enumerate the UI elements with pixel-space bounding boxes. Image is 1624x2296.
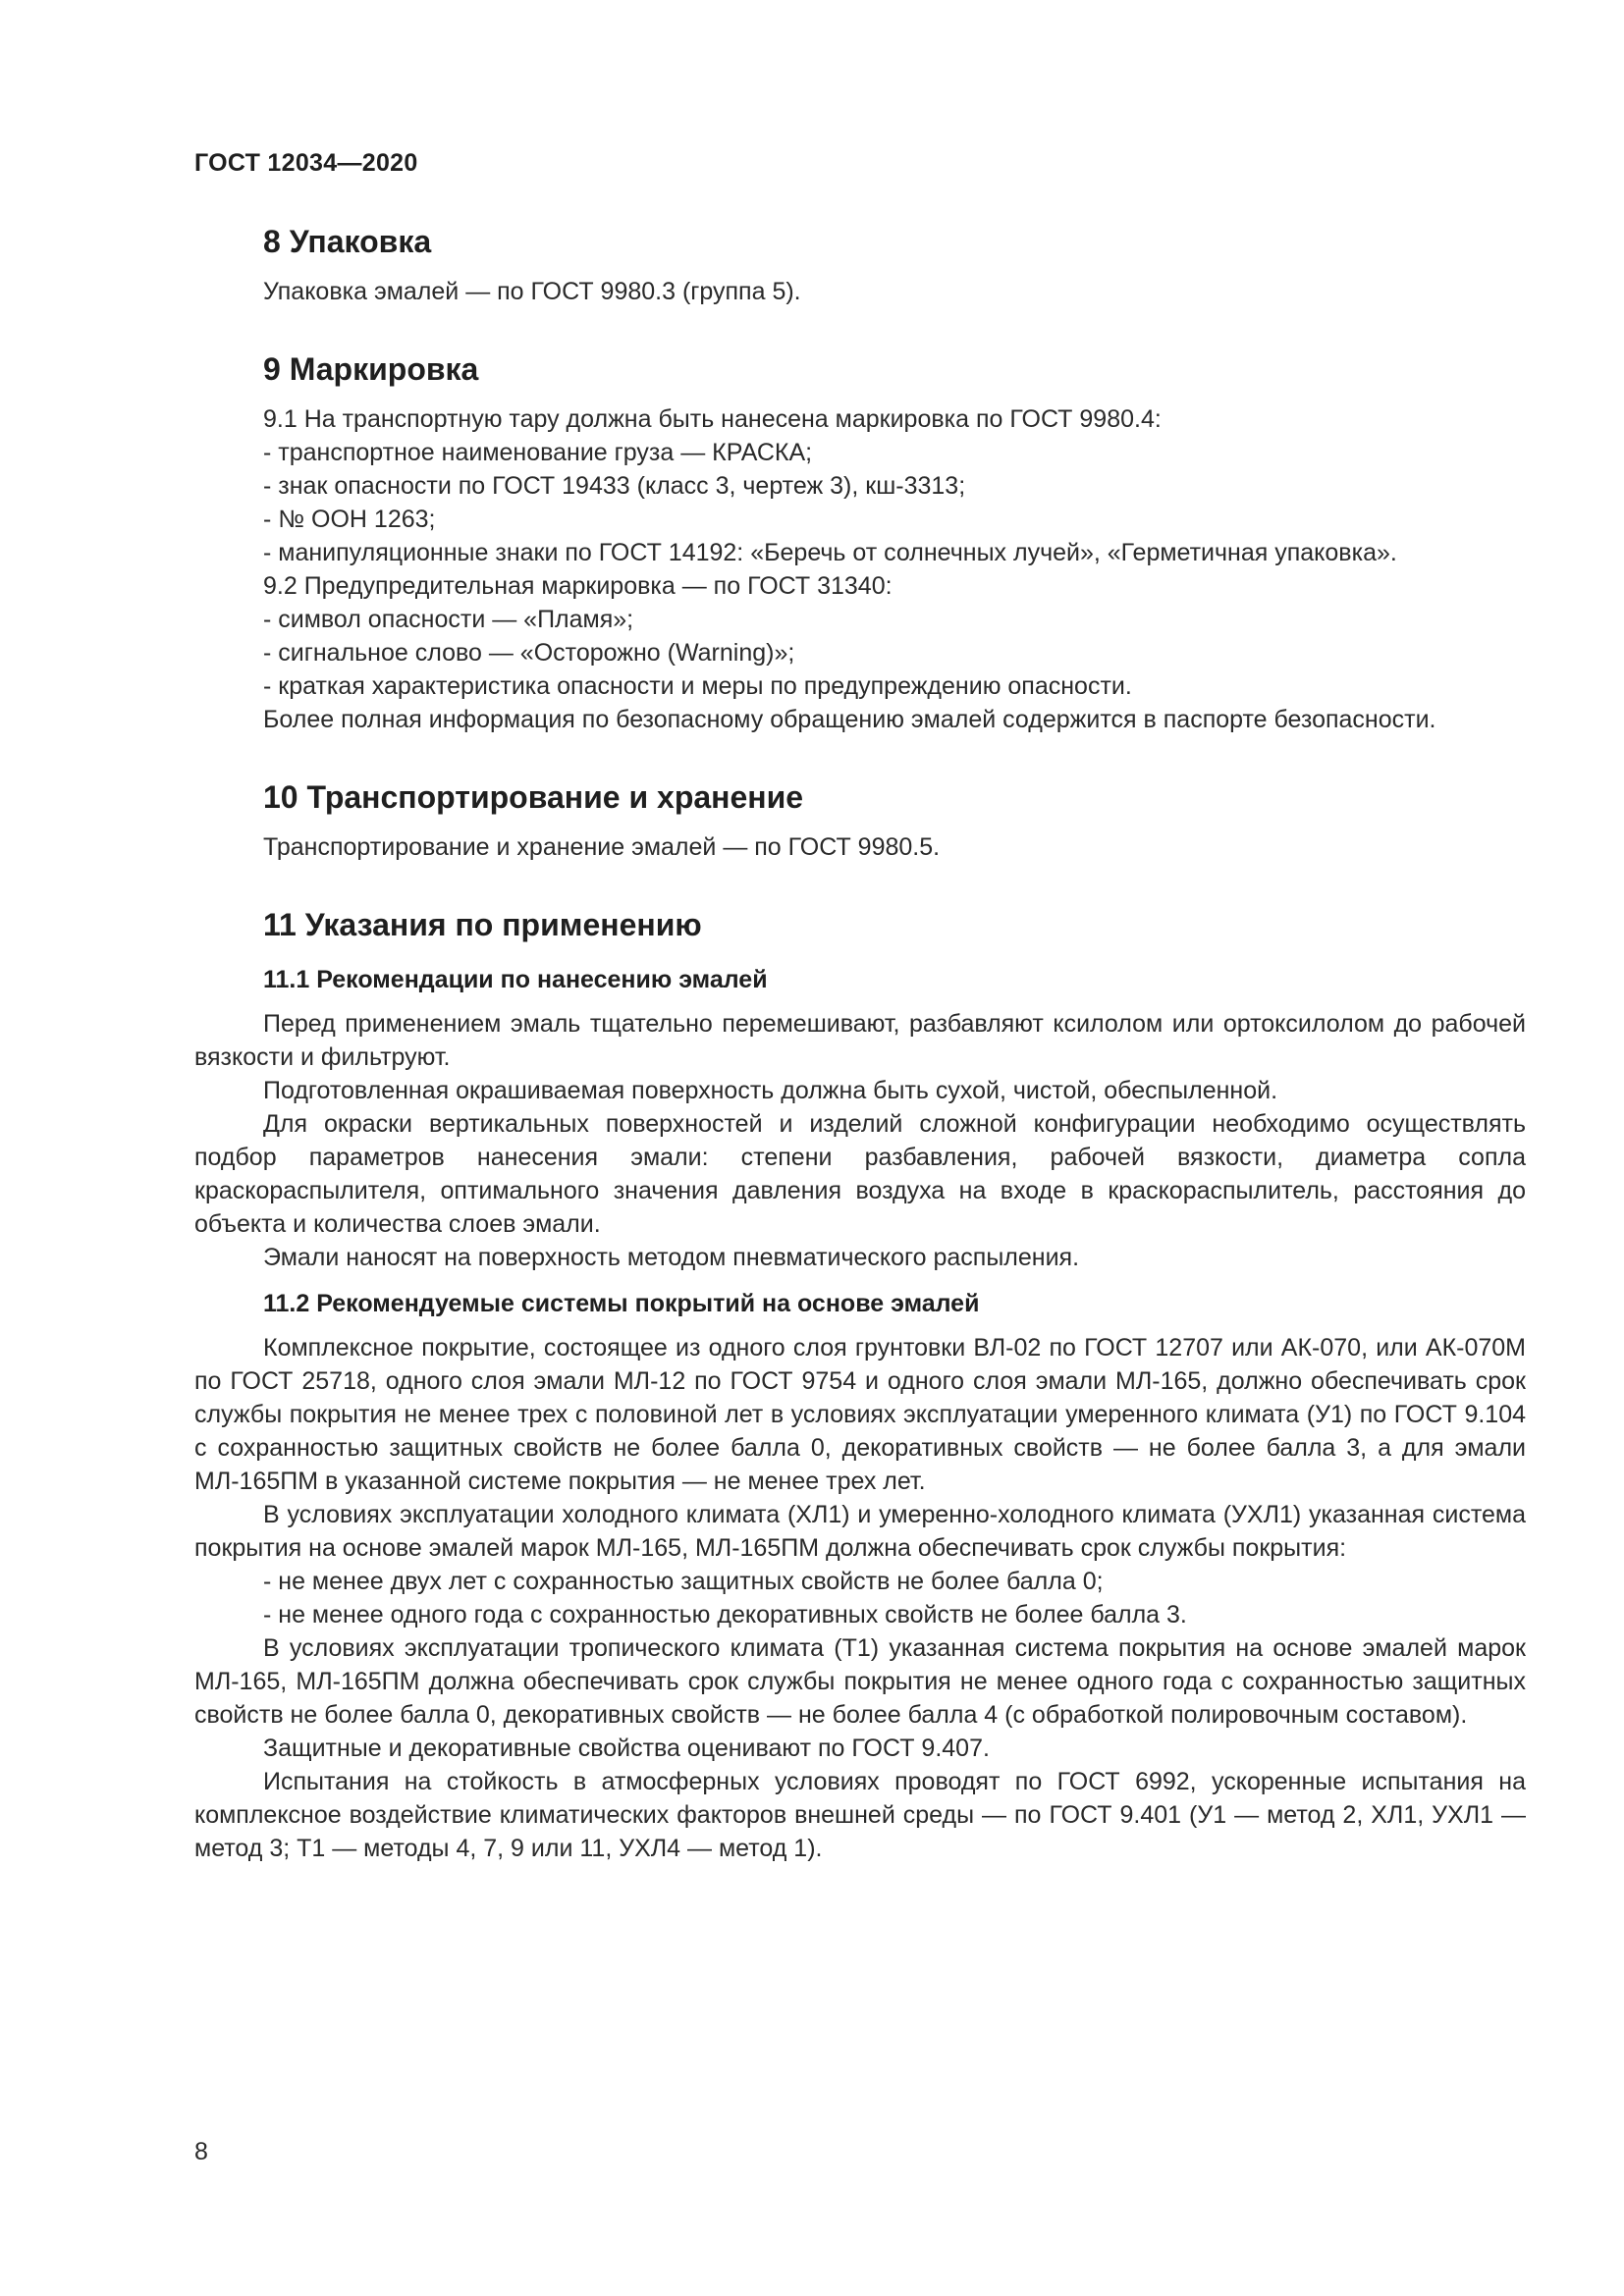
list-item: - символ опасности — «Пламя»; xyxy=(263,606,634,633)
section-11-1-paragraph: Для окраски вертикальных поверхностей и изделий сложной конфигурации необходимо осуществлять подбор параметров нанесения эмали: степени разбавления, рабочей вязкости, диаметра сопла краскораспылителя, оптимального значения давления воздуха на входе в краскораспылитель, расстояния до объекта и количества слоев эмали. xyxy=(194,1110,1526,1238)
section-9-note-paragraph: Более полная информация по безопасному обращению эмалей содержится в паспорте безопасности. xyxy=(263,706,1436,733)
list-item: - не менее двух лет с сохранностью защитных свойств не более балла 0; xyxy=(263,1568,1104,1595)
section-8-heading: 8 Упаковка xyxy=(263,224,432,259)
list-item: - не менее одного года с сохранностью декоративных свойств не более балла 3. xyxy=(263,1601,1187,1629)
section-11-2-paragraph: Испытания на стойкость в атмосферных условиях проводят по ГОСТ 6992, ускоренные испытания на комплексное воздействие климатических факторов внешней среды — по ГОСТ 9.401 (У1 — метод 2, ХЛ1, УХЛ1 — метод 3; Т1 — методы 4, 7, 9 или 11, УХЛ4 — метод 1). xyxy=(194,1768,1526,1862)
document-header: ГОСТ 12034—2020 xyxy=(194,149,418,177)
page-content xyxy=(194,222,1526,1865)
section-9-1-paragraph: 9.1 На транспортную тару должна быть нанесена маркировка по ГОСТ 9980.4: xyxy=(263,405,1162,433)
subsection-11-1-heading: 11.1 Рекомендации по нанесению эмалей xyxy=(263,966,768,993)
list-item: - краткая характеристика опасности и меры по предупреждению опасности. xyxy=(263,672,1132,700)
list-item: - сигнальное слово — «Осторожно (Warning)»; xyxy=(263,639,795,667)
section-11-heading: 11 Указания по применению xyxy=(263,907,702,942)
section-11-1-paragraph: Подготовленная окрашиваемая поверхность должна быть сухой, чистой, обеспыленной. xyxy=(263,1077,1278,1104)
section-9-2-paragraph: 9.2 Предупредительная маркировка — по ГОСТ 31340: xyxy=(263,572,893,600)
section-11-2-paragraph: Защитные и декоративные свойства оценивают по ГОСТ 9.407. xyxy=(263,1735,990,1762)
subsection-11-2-heading: 11.2 Рекомендуемые системы покрытий на основе эмалей xyxy=(263,1290,980,1317)
section-11-2-paragraph: Комплексное покрытие, состоящее из одного слоя грунтовки ВЛ-02 по ГОСТ 12707 или АК-070, или АК-070М по ГОСТ 25718, одного слоя эмали МЛ-12 по ГОСТ 9754 и одного слоя эмали МЛ-165, должно обеспечивать срок службы покрытия не менее трех с половиной лет в условиях эксплуатации умеренного климата (У1) по ГОСТ 9.104 с сохранностью защитных свойств не более балла 0, декоративных свойств — не более балла 3, а для эмали МЛ-165ПМ в указанной системе покрытия — не менее трех лет. xyxy=(194,1334,1526,1495)
list-item: - № ООН 1263; xyxy=(263,506,436,533)
section-10-heading: 10 Транспортирование и хранение xyxy=(263,779,804,815)
list-item: - манипуляционные знаки по ГОСТ 14192: «Беречь от солнечных лучей», «Герметичная упаковка». xyxy=(263,539,1397,566)
section-11-2-paragraph: В условиях эксплуатации тропического климата (Т1) указанная система покрытия на основе эмалей марок МЛ-165, МЛ-165ПМ должна обеспечивать срок службы покрытия не менее одного года с сохранностью защитных свойств не более балла 0, декоративных свойств — не более балла 4 (с обработкой полировочным составом). xyxy=(194,1634,1526,1729)
section-8-paragraph: Упаковка эмалей — по ГОСТ 9980.3 (группа 5). xyxy=(263,278,801,305)
list-item: - знак опасности по ГОСТ 19433 (класс 3, чертеж 3), кш-3313; xyxy=(263,472,966,500)
section-11-2-paragraph: В условиях эксплуатации холодного климата (ХЛ1) и умеренно-холодного климата (УХЛ1) указанная система покрытия на основе эмалей марок МЛ-165, МЛ-165ПМ должна обеспечивать срок службы покрытия: xyxy=(194,1501,1526,1562)
page-number: 8 xyxy=(194,2138,208,2165)
section-10-paragraph: Транспортирование и хранение эмалей — по ГОСТ 9980.5. xyxy=(263,833,941,861)
section-11-1-paragraph: Эмали наносят на поверхность методом пневматического распыления. xyxy=(263,1244,1080,1271)
section-9-heading: 9 Маркировка xyxy=(263,351,479,387)
list-item: - транспортное наименование груза — КРАСКА; xyxy=(263,439,813,466)
section-11-1-paragraph: Перед применением эмаль тщательно перемешивают, разбавляют ксилолом или ортоксилолом до рабочей вязкости и фильтруют. xyxy=(194,1010,1526,1071)
